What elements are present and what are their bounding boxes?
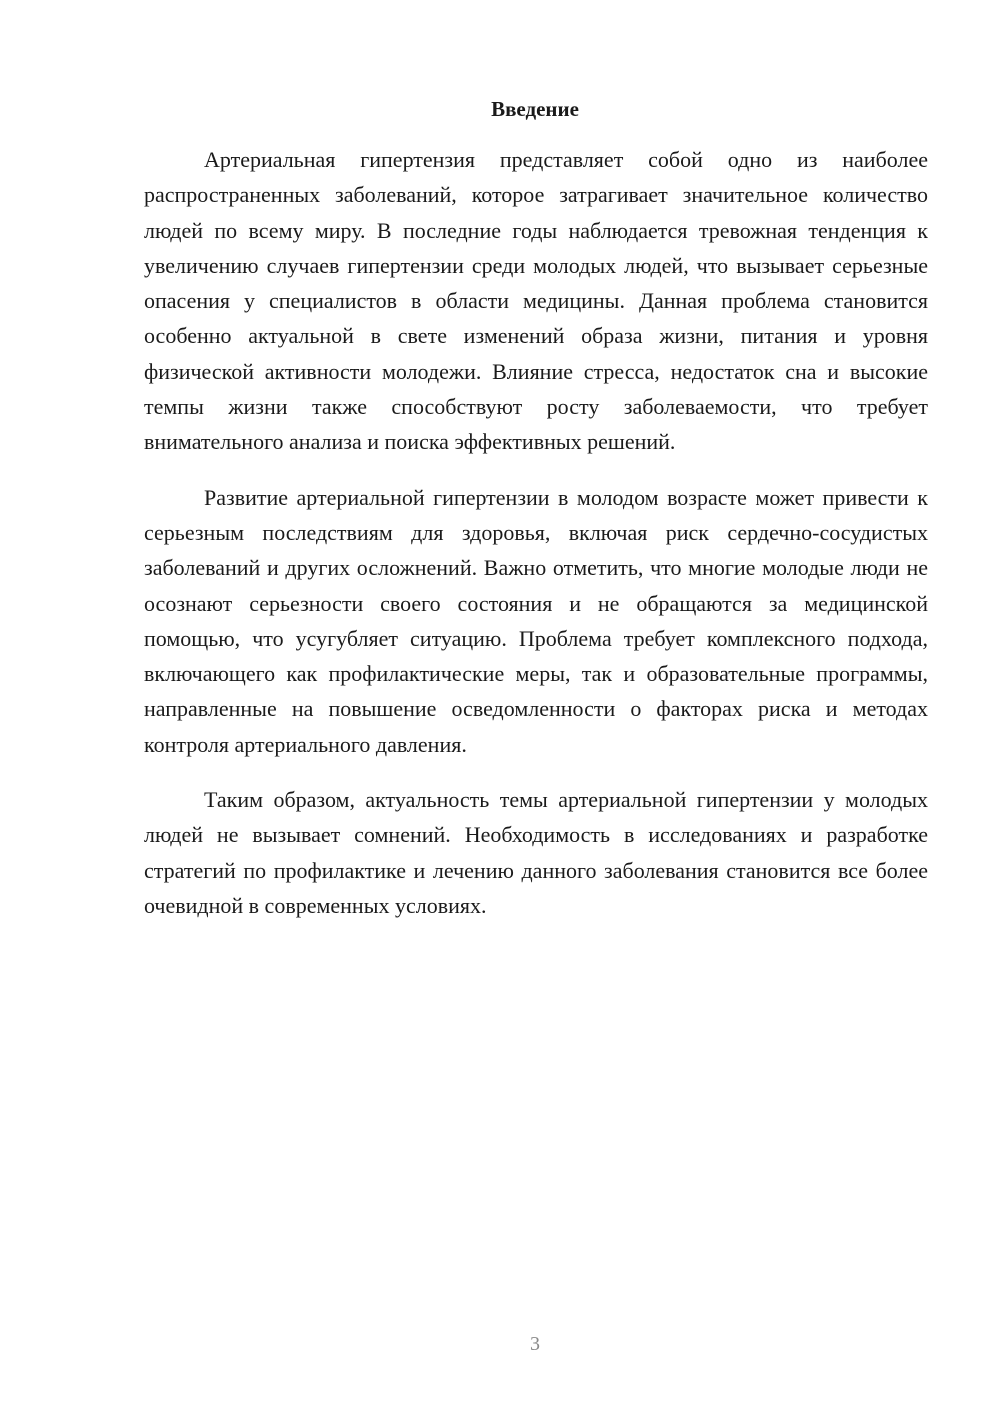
page-number: 3	[530, 1333, 540, 1355]
paragraph-2: Развитие артериальной гипертензии в молодом возрасте может привести к серьезным последствиям для здоровья, включая риск сердечно-сосудистых заболеваний и других осложнений. Важно отметить, что многие молодые люди не осознают серьезности своего состояния и не обращаются за медицинской помощью, что усугубляет ситуацию. Проблема требует комплексного подхода, включающего как профилактические меры, так и образовательные программы, направленные на повышение осведомленности о факторах риска и методах контроля артериального давления.	[144, 484, 928, 757]
paragraph-1: Артериальная гипертензия представляет собой одно из наиболее распространенных заболеваний, которое затрагивает значительное количество людей по всему миру. В последние годы наблюдается тревожная тенденция к увеличению случаев гипертензии среди молодых людей, что вызывает серьезные опасения у специалистов в области медицины. Данная проблема становится особенно актуальной в свете изменений образа жизни, питания и уровня физической активности молодежи. Влияние стресса, недостаток сна и высокие темпы жизни также способствуют росту заболеваемости, что требует внимательного анализа и поиска эффективных решений.	[144, 147, 928, 455]
section-heading: Введение	[491, 97, 579, 121]
body-text	[144, 142, 928, 943]
paragraph-3: Таким образом, актуальность темы артериальной гипертензии у молодых людей не вызывает сомнений. Необходимость в исследованиях и разработке стратегий по профилактике и лечению данного заболевания становится все более очевидной в современных условиях.	[144, 787, 928, 918]
